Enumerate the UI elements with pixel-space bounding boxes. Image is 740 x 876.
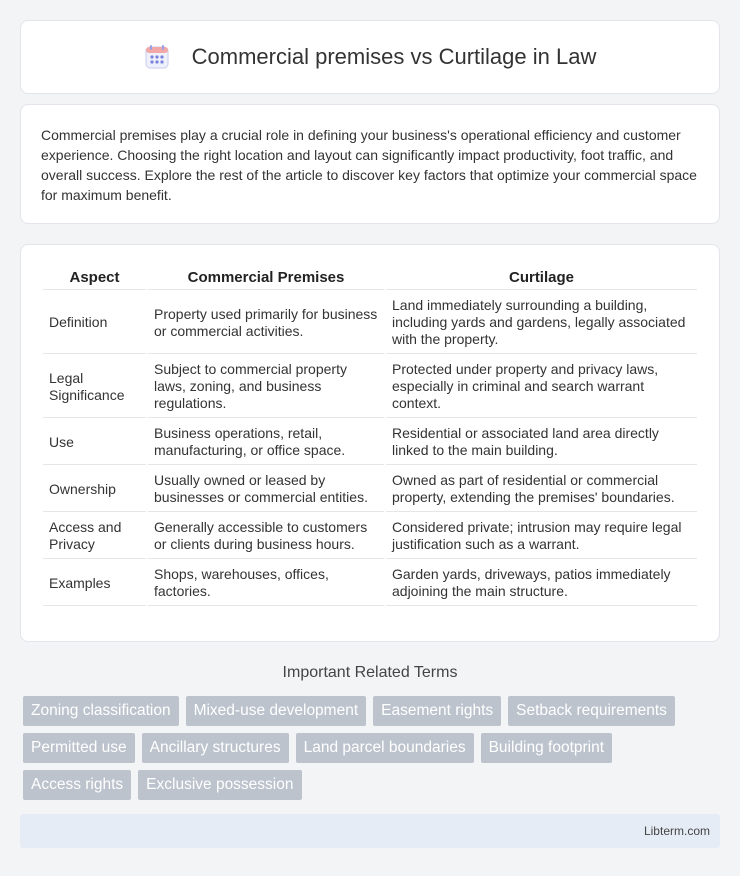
table-header-row bbox=[43, 265, 697, 290]
header-curtilage: Curtilage bbox=[386, 265, 697, 290]
cell-curtilage: Residential or associated land area directly linked to the main building. bbox=[386, 420, 697, 465]
cell-curtilage: Owned as part of residential or commercial property, extending the premises' boundaries. bbox=[386, 467, 697, 512]
tag-setback-requirements[interactable]: Setback requirements bbox=[508, 696, 675, 726]
table-row bbox=[43, 514, 697, 559]
tag-permitted-use[interactable]: Permitted use bbox=[23, 733, 135, 763]
tag-exclusive-possession[interactable]: Exclusive possession bbox=[138, 770, 301, 800]
cell-curtilage: Considered private; intrusion may require legal justification such as a warrant. bbox=[386, 514, 697, 559]
cell-commercial: Business operations, retail, manufacturing, or office space. bbox=[148, 420, 384, 465]
tag-zoning-classification[interactable]: Zoning classification bbox=[23, 696, 179, 726]
related-terms-title: Important Related Terms bbox=[282, 664, 458, 681]
table-row bbox=[43, 292, 697, 354]
tag-access-rights[interactable]: Access rights bbox=[23, 770, 131, 800]
cell-curtilage: Garden yards, driveways, patios immediately adjoining the main structure. bbox=[386, 561, 697, 606]
comparison-table-card bbox=[20, 244, 720, 642]
table-row bbox=[43, 561, 697, 606]
page-title: Commercial premises vs Curtilage in Law bbox=[191, 44, 597, 69]
related-terms-tags bbox=[20, 696, 720, 800]
footer-brand[interactable]: Libterm.com bbox=[643, 824, 710, 838]
intro-card bbox=[20, 104, 720, 224]
intro-text: Commercial premises play a crucial role in defining your business's operational efficiency and customer experience. Choosing the right location and layout can significantly impact productivity, foot traffic, and overall success. Explore the rest of the article to discover key factors that optimize your commercial space for maximum benefit. bbox=[41, 127, 697, 203]
cell-commercial: Subject to commercial property laws, zoning, and business regulations. bbox=[148, 356, 384, 418]
cell-aspect: Legal Significance bbox=[43, 356, 146, 418]
cell-aspect: Ownership bbox=[43, 467, 146, 512]
footer bbox=[20, 814, 720, 848]
cell-aspect: Definition bbox=[43, 292, 146, 354]
tag-building-footprint[interactable]: Building footprint bbox=[481, 733, 612, 763]
table-row bbox=[43, 420, 697, 465]
tag-ancillary-structures[interactable]: Ancillary structures bbox=[142, 733, 289, 763]
tag-land-parcel-boundaries[interactable]: Land parcel boundaries bbox=[296, 733, 474, 763]
comparison-table bbox=[41, 263, 699, 608]
cell-aspect: Examples bbox=[43, 561, 146, 606]
cell-curtilage: Protected under property and privacy laws, especially in criminal and search warrant context. bbox=[386, 356, 697, 418]
cell-aspect: Use bbox=[43, 420, 146, 465]
tag-mixed-use-development[interactable]: Mixed-use development bbox=[186, 696, 367, 726]
calendar-grid-icon bbox=[144, 44, 170, 70]
header-commercial: Commercial Premises bbox=[148, 265, 384, 290]
cell-commercial: Generally accessible to customers or clients during business hours. bbox=[148, 514, 384, 559]
cell-commercial: Property used primarily for business or commercial activities. bbox=[148, 292, 384, 354]
table-row bbox=[43, 356, 697, 418]
tag-easement-rights[interactable]: Easement rights bbox=[373, 696, 501, 726]
cell-commercial: Shops, warehouses, offices, factories. bbox=[148, 561, 384, 606]
cell-aspect: Access and Privacy bbox=[43, 514, 146, 559]
header-card bbox=[20, 20, 720, 94]
cell-commercial: Usually owned or leased by businesses or commercial entities. bbox=[148, 467, 384, 512]
header-aspect: Aspect bbox=[43, 265, 146, 290]
table-row bbox=[43, 467, 697, 512]
cell-curtilage: Land immediately surrounding a building, including yards and gardens, legally associated with the property. bbox=[386, 292, 697, 354]
